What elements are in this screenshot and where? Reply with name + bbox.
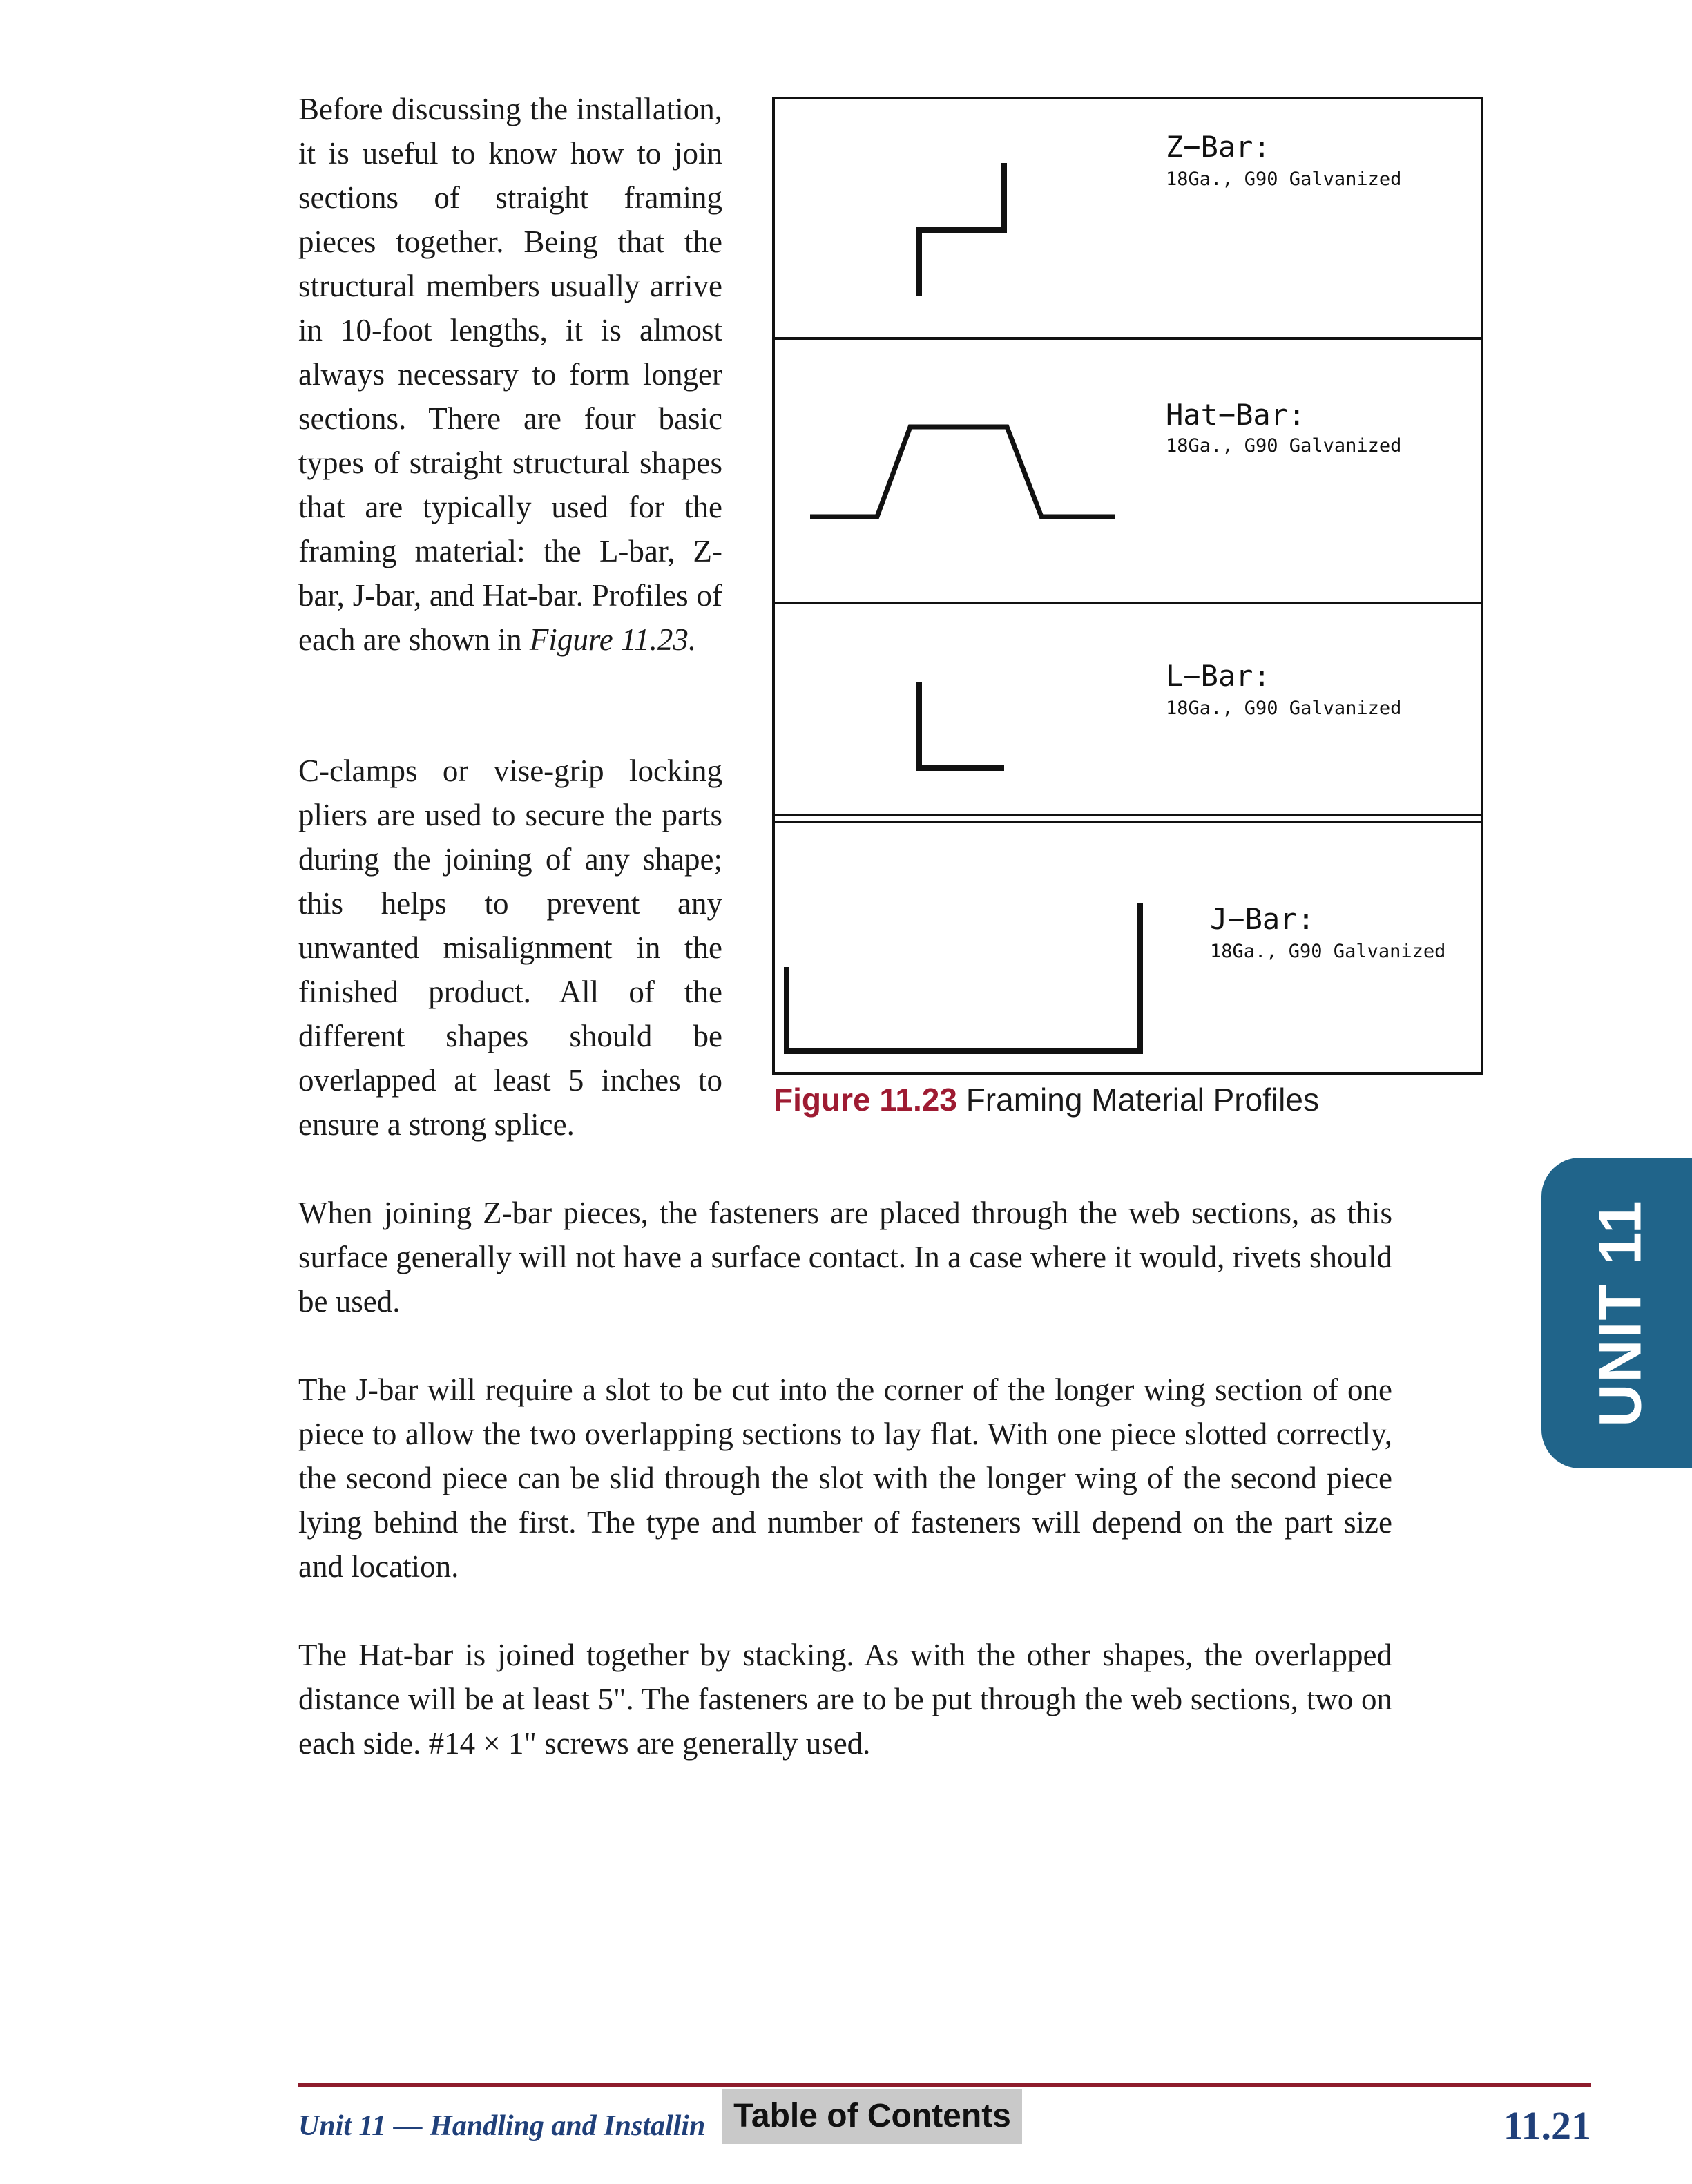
- l-bar-title: L−Bar:: [1166, 659, 1271, 693]
- unit-side-tab: [1541, 1158, 1692, 1468]
- j-bar-spec: 18Ga., G90 Galvanized: [1210, 941, 1446, 962]
- figure-caption-text: Framing Material Profiles: [956, 1082, 1319, 1118]
- hat-bar-title: Hat−Bar:: [1166, 398, 1306, 432]
- table-of-contents-button[interactable]: Table of Contents: [722, 2089, 1022, 2144]
- page-number: 11.21: [1503, 2103, 1591, 2148]
- figure-border: [773, 98, 1482, 1073]
- figure-reference: Figure 11.23.: [529, 622, 697, 657]
- figure-caption: [773, 1081, 1319, 1118]
- z-bar-spec: 18Ga., G90 Galvanized: [1166, 169, 1402, 190]
- footer-unit-title: Unit 11 — Handling and Installin: [298, 2110, 706, 2142]
- hat-bar-paragraph: The Hat-bar is joined together by stacking. As with the other shapes, the overlapped distance will be at least 5". The fasteners are to be put through the web sections, two on each side. #14 × 1" screws are generally used.: [298, 1638, 1392, 1761]
- j-bar-profile: [787, 903, 1140, 1051]
- figure-number: Figure 11.23: [773, 1082, 957, 1118]
- intro-paragraph: Before discussing the installation, it is useful to know how to join sections of straight framing pieces together. Being that the structural members usually arrive in 10-foot lengths, it is almost always necessary to form longer sections. There are four basic types of straight structural shapes that are typically used for the framing material: the L-bar, Z-bar, J-bar, and Hat-bar. Profiles of each are shown in Figure 11.23.: [298, 92, 722, 657]
- clamps-paragraph: C-clamps or vise-grip locking pliers are used to secure the parts during the joining of any shape; this helps to prevent any unwanted misalignment in the finished product. All of the different shapes should be overlapped at least 5 inches to ensure a strong splice.: [298, 754, 722, 1142]
- framing-profiles-figure: [772, 97, 1483, 1075]
- l-bar-profile: [919, 682, 1004, 768]
- hat-bar-spec: 18Ga., G90 Galvanized: [1166, 435, 1402, 457]
- j-bar-paragraph: The J-bar will require a slot to be cut into the corner of the longer wing section of one piece to allow the two overlapping sections to lay flat. With one piece slotted correctly, the second piece can be slid through the slot with the longer wing of the second piece lying behind the first. The type and number of fasteners will depend on the part size and location.: [298, 1372, 1392, 1584]
- l-bar-spec: 18Ga., G90 Galvanized: [1166, 698, 1402, 719]
- profiles-drawing: [772, 97, 1483, 1075]
- z-bar-paragraph: When joining Z-bar pieces, the fasteners are placed through the web sections, as this surface generally will not have a surface contact. In a case where it would, rivets should be used.: [298, 1196, 1392, 1319]
- z-bar-profile: [919, 163, 1004, 296]
- footer-divider: [298, 2083, 1591, 2087]
- j-bar-title: J−Bar:: [1210, 902, 1315, 936]
- unit-tab-label: UNIT 11: [1587, 1199, 1654, 1427]
- hat-bar-profile: [810, 427, 1115, 517]
- z-bar-title: Z−Bar:: [1166, 130, 1271, 164]
